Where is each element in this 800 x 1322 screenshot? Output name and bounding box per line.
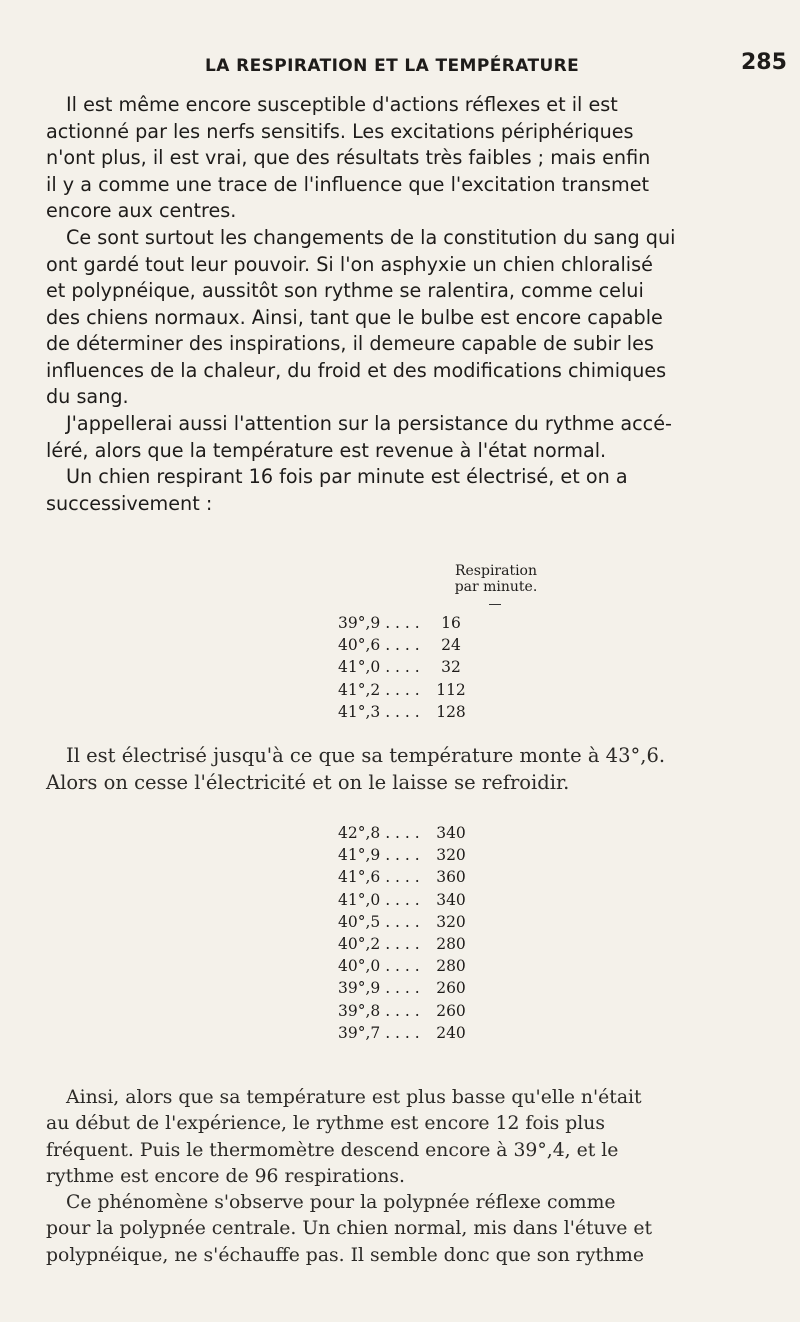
table1	[338, 612, 476, 723]
text-line: Ce sont surtout les changements de la constitution du sang qui	[66, 226, 676, 249]
temp-cell: 41°,0 . . . .	[338, 890, 420, 909]
table-row	[338, 822, 476, 844]
temp-cell: 41°,9 . . . .	[338, 846, 420, 865]
temp-cell: 40°,2 . . . .	[338, 935, 420, 954]
text-line: influences de la chaleur, du froid et des modifications chimiques	[46, 358, 667, 382]
table2	[338, 822, 476, 1044]
text-line: léré, alors que la température est revenue à l'état normal.	[46, 438, 607, 462]
text-line: Un chien respirant 16 fois par minute est électrisé, et on a	[66, 465, 628, 488]
value-cell: 280	[436, 957, 466, 976]
text-line: pour la polypnée centrale. Un chien normal, mis dans l'étuve et	[46, 1218, 652, 1240]
text-line: J'appellerai aussi l'attention sur la persistance du rythme accé-	[66, 412, 672, 435]
text-line: il y a comme une trace de l'influence que l'excitation transmet	[46, 172, 650, 196]
table-row	[338, 701, 476, 723]
value-cell: 16	[441, 614, 461, 632]
table-row	[338, 866, 476, 888]
table-row	[338, 656, 476, 678]
temp-cell: 41°,3 . . . .	[338, 702, 420, 721]
running-title: LA RESPIRATION ET LA TEMPÉRATURE	[205, 56, 580, 76]
value-cell: 260	[436, 979, 466, 998]
table-row	[338, 612, 476, 634]
paragraph-1	[46, 92, 762, 225]
value-cell: 128	[436, 702, 466, 721]
temp-cell: 41°,2 . . . .	[338, 680, 420, 699]
table-row	[338, 889, 476, 911]
temp-cell: 39°,9 . . . .	[338, 979, 420, 998]
text-line: de déterminer des inspirations, il demeure capable de subir les	[46, 332, 654, 355]
page-number: 285	[741, 50, 787, 75]
value-cell: 340	[436, 890, 466, 909]
temp-cell: 39°,7 . . . .	[338, 1023, 420, 1042]
text-line: encore aux centres.	[46, 199, 237, 222]
table-row	[338, 634, 476, 656]
text-line: Il est électrisé jusqu'à ce que sa température monte à 43°,6.	[66, 744, 666, 767]
text-line: Il est même encore susceptible d'actions réflexes et il est	[66, 93, 618, 116]
paragraph-7	[46, 1190, 762, 1269]
value-cell: 280	[436, 935, 466, 954]
text-line: n'ont plus, il est vrai, que des résultats très faibles ; mais enfin	[46, 146, 651, 169]
text-line: polypnéique, ne s'échauffe pas. Il semble donc que son rythme	[46, 1244, 644, 1266]
temp-cell: 39°,9 . . . .	[338, 614, 420, 632]
paragraph-3	[46, 411, 762, 464]
temp-cell: 42°,8 . . . .	[338, 824, 420, 842]
text-line: fréquent. Puis le thermomètre descend encore à 39°,4, et le	[46, 1139, 619, 1161]
table-row	[338, 1000, 476, 1022]
value-cell: 360	[436, 868, 466, 887]
temp-cell: 41°,0 . . . .	[338, 658, 420, 677]
paragraph-6	[46, 1085, 762, 1190]
value-cell: 240	[436, 1023, 466, 1042]
table-row	[338, 844, 476, 866]
value-cell: 112	[436, 680, 466, 699]
temp-cell: 40°,0 . . . .	[338, 957, 420, 976]
text-line: des chiens normaux. Ainsi, tant que le bulbe est encore capable	[46, 305, 663, 329]
table1-column-header	[426, 563, 566, 595]
text-line: Ce phénomène s'observe pour la polypnée réflexe comme	[66, 1192, 616, 1213]
temp-cell: 39°,8 . . . .	[338, 1001, 420, 1020]
header-line: par minute.	[454, 579, 538, 595]
text-line: successivement :	[46, 491, 213, 515]
text-line: au début de l'expérience, le rythme est encore 12 fois plus	[46, 1113, 606, 1135]
header-dash	[489, 604, 501, 605]
text-line: rythme est encore de 96 respirations.	[46, 1165, 405, 1187]
temp-cell: 41°,6 . . . .	[338, 868, 420, 887]
text-line: du sang.	[46, 385, 129, 408]
header-line: Respiration	[454, 563, 538, 579]
paragraph-5	[46, 743, 762, 796]
text-line: actionné par les nerfs sensitifs. Les excitations périphériques	[46, 119, 634, 143]
temp-cell: 40°,5 . . . .	[338, 912, 420, 931]
table-row	[338, 933, 476, 955]
text-line: et polypnéique, aussitôt son rythme se ralentira, comme celui	[46, 279, 644, 302]
value-cell: 320	[436, 846, 466, 865]
value-cell: 320	[436, 912, 466, 931]
text-line: Ainsi, alors que sa température est plus basse qu'elle n'était	[66, 1087, 642, 1108]
paragraph-4	[46, 464, 762, 517]
table-row	[338, 1022, 476, 1044]
text-line: ont gardé tout leur pouvoir. Si l'on asphyxie un chien chloralisé	[46, 252, 653, 276]
paragraph-2	[46, 225, 762, 411]
table-row	[338, 679, 476, 701]
value-cell: 340	[436, 824, 466, 842]
value-cell: 32	[441, 658, 461, 677]
text-line: Alors on cesse l'électricité et on le laisse se refroidir.	[46, 770, 570, 794]
value-cell: 24	[441, 636, 461, 655]
table-row	[338, 977, 476, 999]
temp-cell: 40°,6 . . . .	[338, 636, 420, 655]
value-cell: 260	[436, 1001, 466, 1020]
table-row	[338, 955, 476, 977]
table-row	[338, 911, 476, 933]
